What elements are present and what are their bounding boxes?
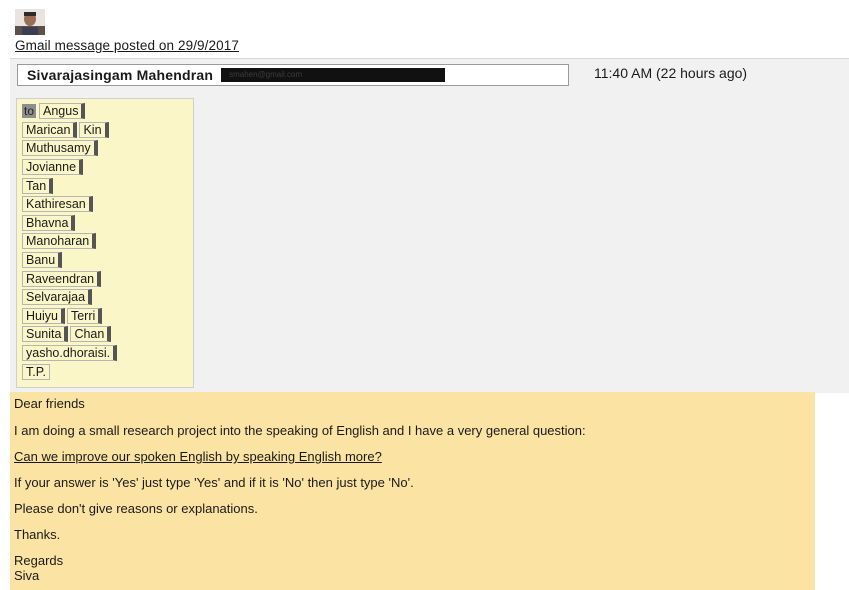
recipient-chip[interactable]: T.P. [22, 364, 50, 380]
recipient-row [22, 121, 193, 140]
recipient-row [22, 325, 193, 344]
to-label: to [24, 104, 35, 119]
body-regards: Regards [14, 553, 64, 568]
sender-avatar [15, 9, 45, 35]
recipient-chip[interactable]: Chan [70, 326, 111, 342]
recipient-row [22, 269, 193, 288]
recipient-row [22, 139, 193, 158]
recipient-row [22, 288, 193, 307]
message-header-panel [10, 58, 849, 393]
recipient-chip[interactable]: Kin [79, 122, 108, 138]
recipient-row [22, 251, 193, 270]
recipient-row [22, 176, 193, 195]
recipient-row [22, 195, 193, 214]
recipient-row [22, 307, 193, 326]
recipient-row [22, 232, 193, 251]
sender-field [17, 64, 569, 86]
recipient-chip[interactable]: yasho.dhoraisi. [22, 345, 117, 361]
message-timestamp: 11:40 AM (22 hours ago) [594, 65, 748, 81]
body-question: Can we improve our spoken English by speaking English more? [14, 449, 382, 464]
recipient-chip[interactable]: Marican [22, 122, 77, 138]
body-signature: Siva [14, 568, 40, 583]
posted-caption: Gmail message posted on 29/9/2017 [15, 38, 239, 53]
sender-name: Sivarajasingam Mahendran [27, 67, 214, 83]
recipient-chip[interactable]: Sunita [22, 326, 68, 342]
recipient-chip[interactable]: Bhavna [22, 215, 75, 231]
recipients-list [16, 98, 194, 388]
recipient-chip[interactable]: Terri [67, 308, 102, 324]
recipient-chip[interactable]: Huiyu [22, 308, 65, 324]
recipient-chip[interactable]: Muthusamy [22, 140, 98, 156]
recipient-chip[interactable]: Selvarajaa [22, 289, 92, 305]
recipient-chip[interactable]: Manoharan [22, 233, 96, 249]
body-greeting: Dear friends [14, 396, 85, 411]
sender-email-redacted: smahen@gmail.com [221, 68, 445, 82]
body-intro: I am doing a small research project into the speaking of English and I have a very general question: [14, 423, 586, 438]
message-body [10, 392, 815, 590]
recipient-row [22, 214, 193, 233]
recipient-chip[interactable]: Jovianne [22, 159, 83, 175]
recipient-row [22, 344, 193, 363]
recipient-chip[interactable]: Raveendran [22, 271, 101, 287]
recipient-chip[interactable]: Angus [39, 103, 85, 119]
recipient-row [22, 102, 193, 121]
avatar-photo-icon [15, 9, 45, 35]
recipient-chip[interactable]: Banu [22, 252, 62, 268]
recipient-chip[interactable]: Tan [22, 178, 53, 194]
recipient-row [22, 158, 193, 177]
body-instruction: If your answer is 'Yes' just type 'Yes' and if it is 'No' then just type 'No'. [14, 475, 414, 490]
body-request: Please don't give reasons or explanations. [14, 501, 258, 516]
recipient-chip[interactable]: Kathiresan [22, 196, 93, 212]
recipient-row [22, 362, 193, 381]
body-thanks: Thanks. [14, 527, 61, 542]
